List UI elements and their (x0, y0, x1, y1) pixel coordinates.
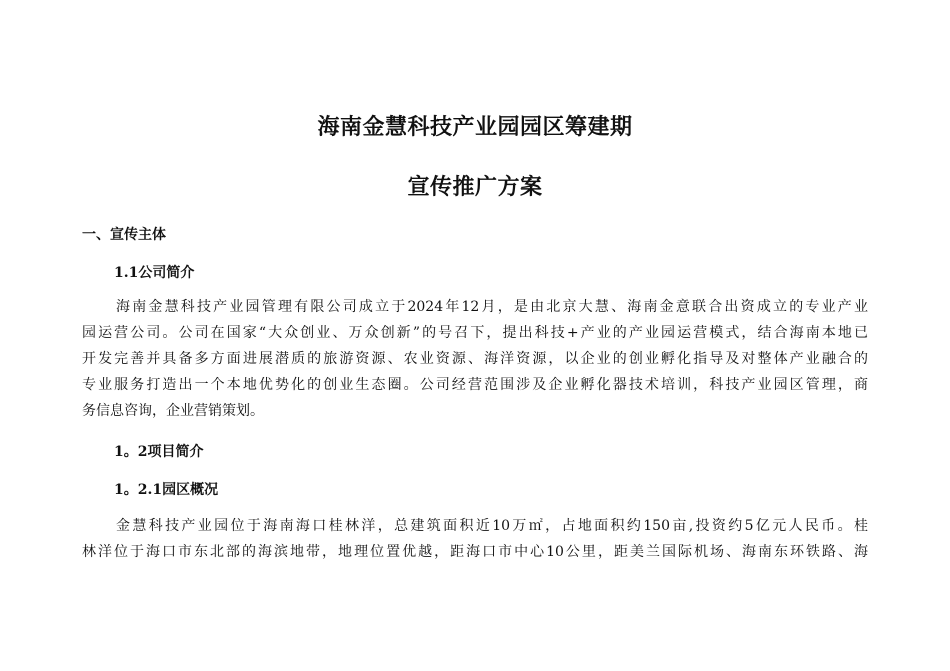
paragraph-line: 开发完善并具备多方面进展潜质的旅游资源、农业资源、海洋资源，以企业的创业孵化指导及对整体产业融合的 (82, 351, 868, 367)
document-title-line-1: 海南金慧科技产业园园区筹建期 (317, 114, 633, 140)
paragraph-line: 金慧科技产业园位于海南海口桂林洋，总建筑面积近10万㎡，占地面积约150亩,投资约5亿元人民币。桂 (116, 518, 868, 534)
section-heading-publicity-subject: 一、宣传主体 (82, 227, 166, 243)
paragraph-line: 园运营公司。公司在国家“大众创业、万众创新”的号召下，提出科技+产业的产业园运营模式，结合海南本地已 (82, 325, 868, 341)
company-intro-paragraph (82, 294, 868, 424)
subsection-heading-park-overview: 1。2.1园区概况 (114, 482, 219, 498)
park-overview-paragraph (82, 513, 868, 565)
paragraph-line: 海南金慧科技产业园管理有限公司成立于2024年12月，是由北京大慧、海南金意联合出资成立的专业产业 (116, 299, 868, 315)
paragraph-line: 专业服务打造出一个本地优势化的创业生态圈。公司经营范围涉及企业孵化器技术培训，科技产业园区管理，商 (82, 377, 868, 393)
document-title-line-2: 宣传推广方案 (407, 174, 543, 200)
paragraph-line: 务信息咨询，企业营销策划。 (82, 403, 264, 419)
subsection-heading-company-intro: 1.1公司简介 (114, 265, 195, 281)
subsection-heading-project-intro: 1。2项目简介 (114, 444, 204, 460)
paragraph-line: 林洋位于海口市东北部的海滨地带，地理位置优越，距海口市中心10公里，距美兰国际机场、海南东环铁路、海 (82, 544, 868, 560)
